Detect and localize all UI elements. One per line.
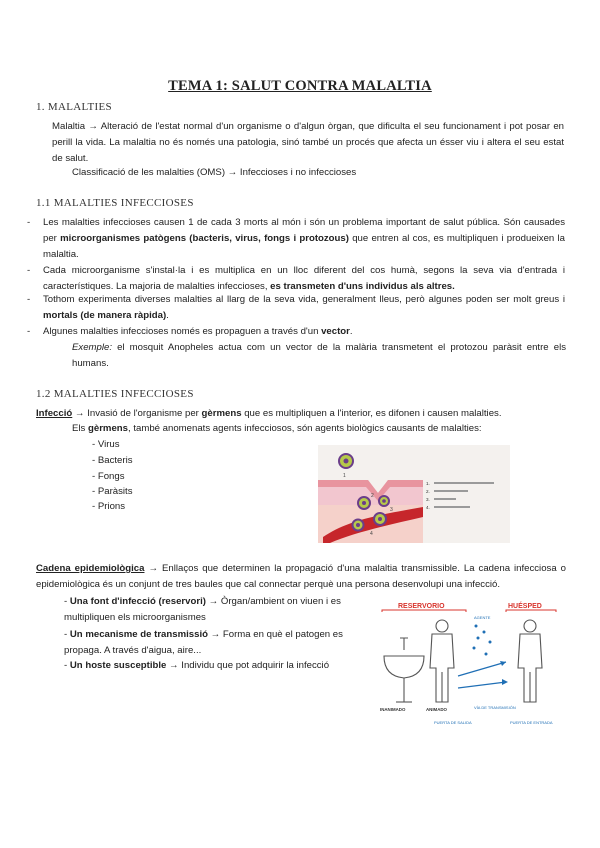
- svg-text:1: 1: [343, 473, 346, 479]
- cadena-text: → Enllaços que determinen la propagació d'una malaltia transmissible. La cadena infecciosa o epidemiològica és un conjunt de tres baules que cal connectar perquè una persona desenvolupi una infecció.: [36, 563, 566, 590]
- bullet-1: - Les malalties infeccioses causen 1 de cada 3 morts al món i són un problema important de salut pública. Són causades per microorganismes patògens (bacteris, virus, fongs i protozous) que entren al cos, es multipliquen i produeixen la malaltia.: [27, 217, 565, 260]
- sink-icon: [384, 638, 424, 702]
- svg-text:2: 2: [371, 493, 374, 499]
- bullet-4: - Algunes malalties infeccioses només es propaguen a través d'un vector.: [27, 326, 353, 337]
- cadena-definition: [36, 561, 566, 593]
- germ-list-item: - Virus: [92, 439, 120, 450]
- cadena-item-2: - Un mecanisme de transmissió → Forma en què el patogen es propaga. A través d'aigua, aire...: [64, 629, 343, 656]
- germ-icon: [353, 520, 364, 531]
- b3-text: Tothom experimenta diverses malalties al llarg de la seva vida, generalment lleus, però algunes poden ser molt greus i: [43, 294, 565, 305]
- infeccio-bold: gèrmens: [201, 408, 242, 419]
- item2-text: → Forma en què el patogen es propaga. A través d'aigua, aire...: [64, 629, 343, 656]
- infeccio-text: → Invasió de l'organisme per: [72, 408, 202, 419]
- example-label: Exemple:: [72, 342, 112, 353]
- item3-text: → Individu que pot adquirir la infecció: [166, 660, 330, 671]
- svg-text:4: 4: [370, 531, 373, 537]
- label-entrada: PUERTA DE ENTRADA: [510, 720, 553, 725]
- example: [72, 340, 566, 372]
- page-title: TEMA 1: SALUT CONTRA MALALTIA: [168, 78, 432, 94]
- agent-dots: [473, 625, 492, 656]
- germ-icon: [339, 454, 353, 468]
- legend-number: 2.: [426, 489, 430, 494]
- label-via: VÍA DE TRANSMISIÓN: [474, 705, 516, 710]
- infeccio-text-end: que es multipliquen a l'interior, es difonen i causen malalties.: [241, 408, 502, 419]
- item1-text: → Òrgan/ambient on viuen i es multipliquen els microorganismes: [64, 596, 341, 623]
- germ-icon: [358, 497, 370, 509]
- heading-infeccioses-1: 1.1 MALALTIES INFECCIOSES: [36, 197, 194, 209]
- germens-line: [72, 421, 566, 437]
- germ-text-end: , també anomenats agents infecciosos, són agents biològics causants de malalties:: [128, 423, 482, 434]
- label-animado: ANIMADO: [426, 707, 447, 712]
- def-text: → Alteració de l'estat normal d'un organisme o d'algun òrgan, que dificulta el seu funcionament i pot posar en perill la vida. La malaltia no és només una patologia, sinó també un procés que afecta un ésser viu i altera el seu estat de salut.: [52, 121, 564, 164]
- bullet-3: - Tothom experimenta diverses malalties al llarg de la seva vida, generalment lleus, però algunes poden ser molt greus i mortals (de manera ràpida).: [27, 294, 565, 321]
- label-inanimado: INANIMADO: [380, 707, 406, 712]
- infection-illustration: [318, 445, 510, 543]
- epidemiological-chain-diagram: [378, 598, 566, 738]
- b1-text-end: que entren al cos, es multipliquen i produeixen la malaltia.: [43, 233, 565, 260]
- legend-number: 3.: [426, 497, 430, 502]
- transmission-arrow: [458, 682, 506, 688]
- b1-bold: microorganismes patògens (bacteris, virus, fongs i protozous): [60, 233, 349, 244]
- item2-bold: Un mecanisme de transmissió: [69, 629, 208, 640]
- b2-bold: es transmeten d'uns individus als altres.: [270, 281, 455, 292]
- heading-malalties: 1. MALALTIES: [36, 101, 112, 113]
- transmission-arrow: [458, 662, 506, 676]
- b4-bold: vector: [321, 326, 350, 337]
- label-reservorio: RESERVORIO: [398, 603, 445, 610]
- germ-text: Els: [72, 423, 88, 434]
- cadena-item-3: - Un hoste susceptible → Individu que pot adquirir la infecció: [64, 660, 330, 671]
- heading-infeccioses-2: 1.2 MALALTIES INFECCIOSES: [36, 388, 194, 400]
- label-huesped: HUÉSPED: [508, 603, 542, 610]
- cadena-item-1: - Una font d'infecció (reservori) → Òrgan/ambient on viuen i es multipliquen els microorganismes: [64, 596, 341, 623]
- example-text: el mosquit Anopheles actua com un vector de la malària transmetent el protozou paràsit entre els humans.: [72, 342, 566, 369]
- host-person-icon: [518, 620, 542, 702]
- germ-icon: [379, 496, 389, 506]
- svg-text:3: 3: [390, 507, 393, 513]
- b2-text: Cada microorganisme s'instal·la i es multiplica en un lloc diferent del cos humà, segons la seva via d'entrada i característiques. La majoria de malalties infeccioses,: [43, 265, 565, 292]
- germ-icon: [374, 513, 386, 525]
- classification-line: Classificació de les malalties (OMS) → Infeccioses i no infeccioses: [72, 167, 357, 178]
- germ-list-item: - Paràsits: [92, 486, 133, 497]
- label-agente: AGENTE: [474, 615, 491, 620]
- germ-list-item: - Prions: [92, 501, 126, 512]
- def-term: Malaltia: [52, 121, 86, 132]
- infeccio-definition: [36, 406, 566, 422]
- b4-text-end: .: [349, 326, 353, 337]
- legend-number: 1.: [426, 481, 430, 486]
- person-icon: [430, 620, 454, 702]
- legend-number: 4.: [426, 505, 430, 510]
- label-salida: PUERTA DE SALIDA: [434, 720, 472, 725]
- b4-text: Algunes malalties infeccioses només es propaguen a través d'un: [43, 326, 322, 337]
- cadena-term: Cadena epidemiològica: [36, 563, 145, 574]
- b3-text-end: .: [166, 310, 169, 321]
- item3-bold: Un hoste susceptible: [69, 660, 167, 671]
- infeccio-term: Infecció: [36, 408, 73, 419]
- b1-text: Les malalties infeccioses causen 1 de cada 3 morts al món i són un problema important de salut pública. Són causades per: [43, 217, 565, 244]
- bullet-2: - Cada microorganisme s'instal·la i es multiplica en un lloc diferent del cos humà, segons la seva via d'entrada i característiques. La majoria de malalties infeccioses, es transmeten d'uns individus als altres.: [27, 265, 565, 292]
- germ-list-item: - Fongs: [92, 471, 125, 482]
- item1-bold: Una font d'infecció (reservori): [69, 596, 206, 607]
- germ-bold: gèrmens: [88, 423, 128, 434]
- definition-malaltia: [52, 119, 564, 167]
- germ-list-item: - Bacteris: [92, 455, 133, 466]
- b3-bold: mortals (de manera ràpida): [43, 310, 167, 321]
